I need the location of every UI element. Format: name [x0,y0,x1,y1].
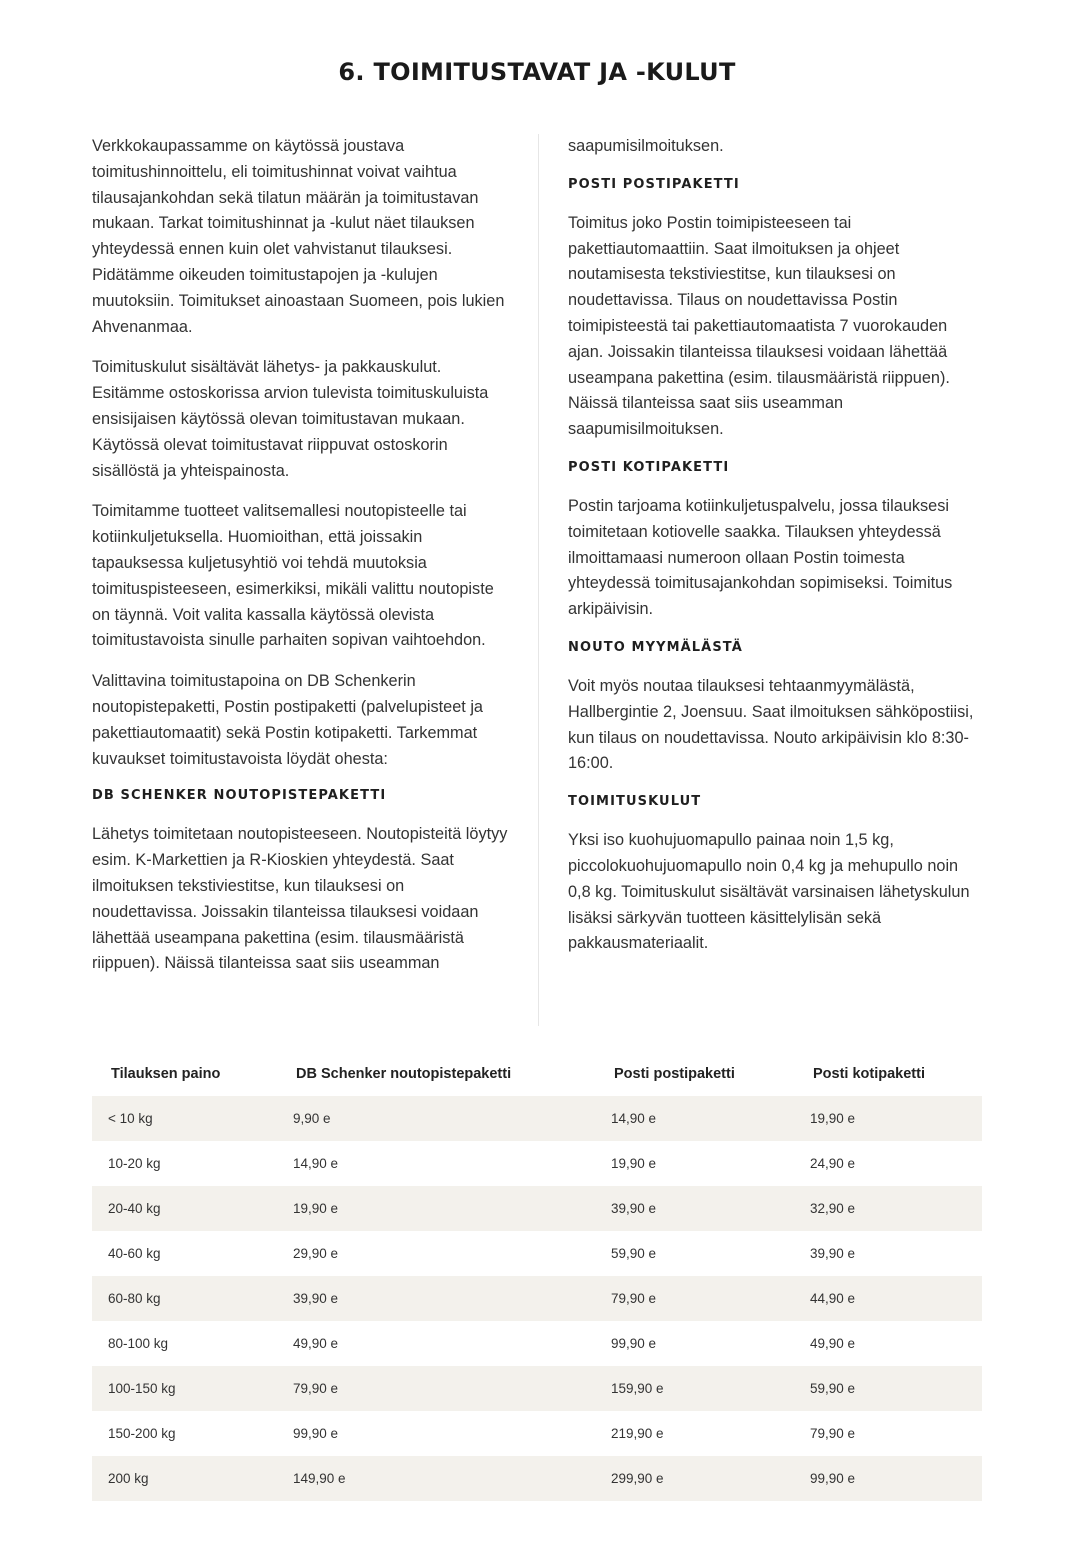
price-cell: 29,90 e [293,1246,339,1261]
text-columns [92,134,982,1026]
table-row [92,1411,982,1456]
price-cell: 9,90 e [277,1096,595,1141]
db-schenker-paragraph-continued: saapumisilmoituksen. [568,137,724,155]
db-schenker-paragraph: Lähetys toimitetaan noutopisteeseen. Noutopisteitä löytyy esim. K-Markettien ja R-Kioskien yhteydestä. Saat ilmoituksen tekstiviestitse, kun tilauksesi on noudettavissa. Joissakin tilanteissa tilauksesi voidaan lähettää useampana pakettina (esim. tilausmääristä riippuen). Näissä tilanteissa saat siis useamman [92,825,508,973]
price-cell: 14,90 e [293,1156,339,1171]
nouto-myymalasta-paragraph: Voit myös noutaa tilauksesi tehtaanmyymälästä, Hallbergintie 2, Joensuu. Saat ilmoituksen sähköpostiisi, kun tilaus on noudettavissa. Nouto arkipäivisin klo 8:30-16:00. [568,676,974,773]
price-cell: 59,90 e [611,1246,657,1261]
price-cell: 149,90 e [277,1456,595,1501]
price-cell: 49,90 e [810,1336,856,1351]
right-column [539,134,982,1026]
posti-kotipaketti-paragraph: Postin tarjoama kotiinkuljetuspalvelu, jossa tilauksesi toimitetaan kotiovelle saakka. Tilauksen yhteydessä ilmoittamaasi numeroon ollaan Postin toimesta yhteydessä toimitusajankohdan sopimiseksi. Toimitus arkipäivisin. [568,496,953,619]
table-row [92,1276,982,1321]
db-schenker-heading: DB SCHENKER NOUTOPISTEPAKETTI [92,788,387,804]
weight-cell: 40-60 kg [108,1246,161,1261]
price-cell: 159,90 e [595,1366,794,1411]
price-cell: 39,90 e [595,1186,794,1231]
toimituskulut-paragraph: Yksi iso kuohujuomapullo painaa noin 1,5 kg, piccolokuohujuomapullo noin 0,4 kg ja mehupullo noin 0,8 kg. Toimituskulut sisältävät varsinaisen lähetyskulun lisäksi särkyvän tuotteen käsittelylisän sekä pakkausmateriaalit. [568,831,970,953]
page-title: 6. TOIMITUSTAVAT JA -KULUT [338,58,736,86]
toimituskulut-heading: TOIMITUSKULUT [568,794,702,810]
table-row [92,1456,982,1501]
table-row [92,1141,982,1186]
price-cell: 39,90 e [277,1276,595,1321]
price-cell: 32,90 e [794,1186,982,1231]
table-row [92,1186,982,1231]
price-cell: 79,90 e [595,1276,794,1321]
left-column [92,134,538,1026]
price-cell: 19,90 e [794,1096,982,1141]
table-row [92,1366,982,1411]
price-cell: 44,90 e [794,1276,982,1321]
price-cell: 24,90 e [810,1156,856,1171]
posti-postipaketti-paragraph: Toimitus joko Postin toimipisteeseen tai pakettiautomaattiin. Saat ilmoituksen ja ohjeet noutamisesta tekstiviestitse, kun tilauksesi on noudettavissa. Tilaus on noudettavissa Postin toimipisteestä tai pakettiautomaatista 7 vuorokauden ajan. Joissakin tilanteissa tilauksesi voidaan lähettää useampana pakettina (esim. tilausmääristä riippuen). Näissä tilanteissa saat siis useamman saapumisilmoituksen. [568,213,950,439]
price-cell: 299,90 e [595,1456,794,1501]
price-cell: 99,90 e [293,1426,339,1441]
column-header-kotipaketti: Posti kotipaketti [813,1066,925,1082]
price-cell: 219,90 e [611,1426,664,1441]
table-row [92,1321,982,1366]
weight-cell: 100-150 kg [92,1366,277,1411]
weight-cell: 200 kg [92,1456,277,1501]
table-row [92,1096,982,1141]
intro-paragraph: Verkkokaupassamme on käytössä joustava toimitushinnoittelu, eli toimitushinnat voivat vaihtua tilausajankohdan sekä tilatun määrän ja toimitustavan mukaan. Tarkat toimitushinnat ja -kulut näet tilauksen yhteydessä ennen kuin olet vahvistanut tilauksesi. Pidätämme oikeuden toimitustapojen ja -kulujen muutoksiin. Toimitukset ainoastaan Suomeen, pois lukien Ahvenanmaa. [92,137,505,336]
shipping-costs-paragraph: Toimituskulut sisältävät lähetys- ja pakkauskulut. Esitämme ostoskorissa arvion tulevista toimituskuluista ensisijaisen käytössä olevan toimitustavan mukaan. Käytössä olevat toimitustavat riippuvat ostoskorin sisällöstä ja yhteispainosta. [92,358,489,480]
column-header-postipaketti: Posti postipaketti [614,1066,735,1082]
price-cell: 59,90 e [794,1366,982,1411]
nouto-myymalasta-heading: NOUTO MYYMÄLÄSTÄ [568,639,743,655]
delivery-methods-paragraph: Valittavina toimitustapoina on DB Schenkerin noutopistepaketti, Postin postipaketti (palvelupisteet ja pakettiautomaatit) sekä Postin kotipaketti. Tarkemmat kuvaukset toimitustavoista löydät ohesta: [92,672,483,768]
price-cell: 39,90 e [810,1246,856,1261]
weight-cell: 60-80 kg [92,1276,277,1321]
table-row [92,1231,982,1276]
posti-kotipaketti-heading: POSTI KOTIPAKETTI [568,459,730,475]
shipping-price-table [92,1052,982,1501]
weight-cell: 80-100 kg [108,1336,169,1351]
price-cell: 99,90 e [794,1456,982,1501]
weight-cell: 150-200 kg [108,1426,176,1441]
weight-cell: < 10 kg [92,1096,277,1141]
price-cell: 79,90 e [277,1366,595,1411]
posti-postipaketti-heading: POSTI POSTIPAKETTI [568,176,740,192]
price-cell: 99,90 e [611,1336,657,1351]
table-header-row [92,1052,982,1096]
price-cell: 19,90 e [611,1156,657,1171]
weight-cell: 20-40 kg [92,1186,277,1231]
price-cell: 19,90 e [277,1186,595,1231]
price-cell: 79,90 e [810,1426,856,1441]
column-header-db-schenker: DB Schenker noutopistepaketti [296,1066,512,1082]
column-header-weight: Tilauksen paino [111,1066,221,1082]
price-cell: 14,90 e [595,1096,794,1141]
weight-cell: 10-20 kg [108,1156,161,1171]
delivery-options-paragraph: Toimitamme tuotteet valitsemallesi noutopisteelle tai kotiinkuljetuksella. Huomioithan, että joissakin tapauksessa kuljetusyhtiö voi tehdä muutoksia toimituspisteeseen, esimerkiksi, mikäli valittu noutopiste on täynnä. Voit valita kassalla käytössä olevista toimitustavoista sinulle parhaiten sopivan vaihtoehdon. [92,502,494,650]
price-cell: 49,90 e [293,1336,339,1351]
